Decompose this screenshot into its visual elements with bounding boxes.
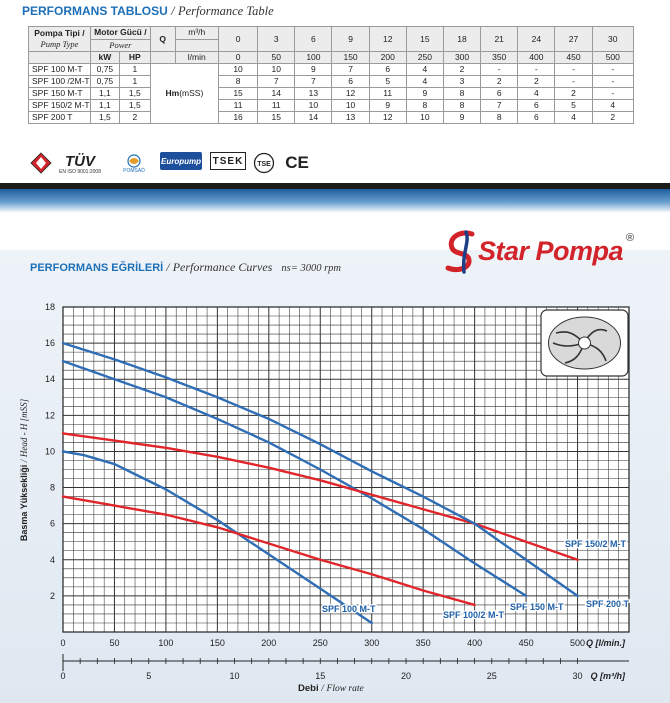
cell-head: 13 [332,112,369,124]
x-tick-label-m3h: 5 [146,671,152,681]
y-axis-title-en: Head - H [mSS] [19,398,29,458]
header-q-m3h-3: 9 [332,27,369,52]
cell-head: 8 [406,100,443,112]
ce-logo: CE [285,153,309,172]
x-tick-label-lmin: 400 [467,638,483,648]
cell-hm-label [150,64,218,124]
series-label-spf-100-2-mt: SPF 100/2 M-T [443,610,505,620]
header-q-m3h-2: 6 [295,27,332,52]
pomsad-emblem-icon [125,154,143,168]
tsek-logo: TSEK [210,152,246,170]
cell-head: 6 [518,112,555,124]
cell-hp: 1,5 [119,88,150,100]
cell-model: SPF 100 /2M-T [29,76,91,88]
header-q-lmin-3: 150 [332,52,369,64]
cell-head: 5 [555,100,592,112]
series-label-spf-150-2-mt: SPF 150/2 M-T [565,539,627,549]
header-motor-power-en: Power [109,39,132,50]
header-q-lmin-1: 50 [258,52,295,64]
header-q-m3h-4: 12 [369,27,406,52]
cell-head: - [592,76,633,88]
x-tick-label-lmin: 100 [158,638,174,648]
header-q-lmin-10: 500 [592,52,633,64]
cell-kw: 1,1 [90,88,119,100]
cell-kw: 1,1 [90,100,119,112]
cell-head: - [555,76,592,88]
cell-head: 7 [258,76,295,88]
cell-head: 4 [406,76,443,88]
x-tick-label-lmin: 450 [518,638,534,648]
cell-head: 10 [332,100,369,112]
cell-head: - [481,64,518,76]
cell-head: 6 [518,100,555,112]
header-q-lmin-5: 250 [406,52,443,64]
y-tick-label: 14 [44,374,55,385]
cell-head: 11 [369,88,406,100]
cell-head: 9 [295,64,332,76]
tse-seal-text: TSE [257,161,271,168]
y-tick-label: 10 [44,446,55,457]
header-q-label: Q [159,33,167,44]
header-q-lmin-8: 400 [518,52,555,64]
cell-hp: 1 [119,76,150,88]
series-label-spf-100-mt: SPF 100 M-T [322,604,376,614]
header-q-unit-m3h: m³/h [175,27,218,40]
x-axis-title [298,683,364,694]
header-q-lmin-2: 100 [295,52,332,64]
header-q-m3h-9: 27 [555,27,592,52]
table-row [29,100,634,112]
header-q-m3h-6: 18 [443,27,480,52]
header-hp [119,52,150,64]
hm-unit: (mSS) [179,88,204,98]
cell-head: 2 [481,76,518,88]
europump-logo: Europump [160,152,202,170]
chart-title-tr: PERFORMANS EĞRİLERİ [30,262,164,274]
x-tick-label-m3h: 10 [229,671,240,681]
cell-head: 2 [592,112,633,124]
x-unit-lmin: Q [l/min.] [586,638,625,648]
cell-head: 4 [518,88,555,100]
header-q-unit-lmin: l/min [175,52,218,64]
cell-head: 10 [406,112,443,124]
cell-head: 2 [555,88,592,100]
cell-head: 10 [218,64,257,76]
cell-kw: 0,75 [90,64,119,76]
table-row [29,112,634,124]
header-q-m3h-1: 3 [258,27,295,52]
y-tick-label: 18 [44,302,55,312]
tuv-text: TÜV [65,152,95,170]
x-tick-label-m3h: 30 [572,671,583,681]
cell-head: 9 [406,88,443,100]
cell-head: 5 [369,76,406,88]
performance-table-title-separator: / [171,4,175,18]
cell-head: 6 [481,88,518,100]
hm-label: Hm [165,88,180,98]
cell-model: SPF 100 M-T [29,64,91,76]
table-row [29,76,634,88]
cell-head: 9 [369,100,406,112]
header-q-m3h-5: 15 [406,27,443,52]
y-tick-label: 6 [49,518,55,529]
cell-head: 10 [295,100,332,112]
header-q [150,27,175,52]
x-tick-label-lmin: 300 [364,638,380,648]
cell-kw: 0,75 [90,76,119,88]
tuv-logo [58,152,102,176]
header-q-m3h-0: 0 [218,27,257,52]
tse-logo [252,152,276,174]
table-row [29,64,634,76]
cell-head: 14 [295,112,332,124]
cell-head: - [592,64,633,76]
y-tick-label: 12 [44,410,55,421]
y-tick-label: 4 [49,554,55,565]
x-unit-m3h: Q [m³/h] [590,671,625,681]
performance-table-title-en: Performance Table [177,4,274,18]
performance-curves-chart [0,280,670,703]
header-pump-type [29,27,91,52]
cell-head: 8 [481,112,518,124]
cell-head: 7 [295,76,332,88]
table-row [29,88,634,100]
cell-head: - [592,88,633,100]
x-axis-title-tr: Debi [298,683,319,694]
cell-head: 4 [555,112,592,124]
header-kw-label: kW [98,52,112,62]
cell-hp: 2 [119,112,150,124]
header-kw [90,52,119,64]
nfpa-logo [30,152,52,174]
star-pompa-swirl-icon [442,228,482,276]
header-band-blue [0,189,670,213]
x-tick-label-lmin: 350 [415,638,431,648]
impeller-icon [541,310,628,376]
chart-title [30,260,341,275]
header-q-m3h-10: 30 [592,27,633,52]
performance-table-title [22,4,274,19]
table-header-row-3 [29,52,634,64]
x-tick-label-m3h: 15 [315,671,326,681]
cell-model: SPF 200 T [29,112,91,124]
x-axis-title-separator: / [321,684,324,694]
header-q-lmin-6: 300 [443,52,480,64]
x-tick-label-m3h: 20 [401,671,412,681]
cell-head: 13 [295,88,332,100]
header-hp-label: HP [128,52,141,62]
cell-head: 4 [406,64,443,76]
chart-subtitle-rpm: ns= 3000 rpm [281,263,342,274]
x-tick-label-m3h: 0 [60,671,66,681]
pomsad-text: POMSAD [123,168,145,174]
y-axis-title-separator: / [19,459,29,463]
header-motor-power [90,27,150,40]
cell-head: 16 [218,112,257,124]
header-q-lmin-9: 450 [555,52,592,64]
cell-head: 12 [369,112,406,124]
cell-head: 2 [518,76,555,88]
series-label-spf-150-mt: SPF 150 M-T [510,602,564,612]
y-tick-label: 8 [49,482,55,493]
tse-seal-icon [252,152,276,174]
header-q-lmin-0: 0 [218,52,257,64]
certification-logos [28,150,328,178]
nfpa-diamond-icon [30,152,52,174]
header-q-m3h-8: 24 [518,27,555,52]
cell-head: 8 [218,76,257,88]
performance-table-title-tr: PERFORMANS TABLOSU [22,4,168,18]
cell-head: 11 [218,100,257,112]
cell-head: 15 [258,112,295,124]
header-q-unit-m3h-spacer [175,39,218,52]
x-tick-label-lmin: 250 [312,638,328,648]
x-axis-title-en: Flow rate [326,684,364,694]
cell-head: 10 [258,64,295,76]
cell-model: SPF 150/2 M-T [29,100,91,112]
cell-head: 12 [332,88,369,100]
cell-head: 9 [443,112,480,124]
header-motor-power-tr: Motor Gücü / [94,27,147,38]
cell-hp: 1 [119,64,150,76]
cell-head: 14 [258,88,295,100]
x-tick-label-lmin: 150 [209,638,225,648]
cell-head: 6 [332,76,369,88]
cell-head: 11 [258,100,295,112]
header-q-lmin-7: 350 [481,52,518,64]
y-tick-label: 16 [44,338,55,349]
header-q-spacer [150,52,175,64]
y-axis-title [19,399,29,541]
header-pump-type-spacer [29,52,91,64]
cell-head: 7 [481,100,518,112]
header-motor-power-en-cell [90,39,150,52]
cell-head: 7 [332,64,369,76]
x-tick-label-lmin: 500 [570,638,586,648]
cell-kw: 1,5 [90,112,119,124]
x-tick-label-lmin: 0 [60,638,66,648]
x-tick-label-lmin: 200 [261,638,277,648]
chart-title-separator: / [166,260,170,274]
cell-head: - [555,64,592,76]
brand-registered-mark: ® [626,232,635,244]
series-label-spf-200-t: SPF 200 T [586,599,630,609]
chart-title-en: Performance Curves [172,260,273,274]
header-q-lmin-4: 200 [369,52,406,64]
cell-head: 15 [218,88,257,100]
star-pompa-logo [442,228,642,276]
cell-head: 3 [443,76,480,88]
y-tick-label: 2 [49,590,55,601]
cell-head: 8 [443,88,480,100]
tuv-subtext: EN ISO 9001:2008 [59,168,101,175]
pomsad-logo [116,152,152,176]
cell-head: 2 [443,64,480,76]
cell-head: 4 [592,100,633,112]
performance-table [28,26,634,124]
cell-model: SPF 150 M-T [29,88,91,100]
performance-table-body [29,27,634,124]
table-header-row-1 [29,27,634,40]
cell-head: 6 [369,64,406,76]
x-tick-label-lmin: 50 [109,638,120,648]
y-axis-title-tr: Basma Yüksekliği [19,464,29,542]
cell-hp: 1,5 [119,100,150,112]
header-pump-type-tr: Pompa Tipi / [34,28,85,38]
x-tick-label-m3h: 25 [486,671,497,681]
header-pump-type-en: Pump Type [40,39,79,49]
brand-name: Star Pompa [478,236,624,266]
cell-head: - [518,64,555,76]
header-q-m3h-7: 21 [481,27,518,52]
cell-head: 8 [443,100,480,112]
